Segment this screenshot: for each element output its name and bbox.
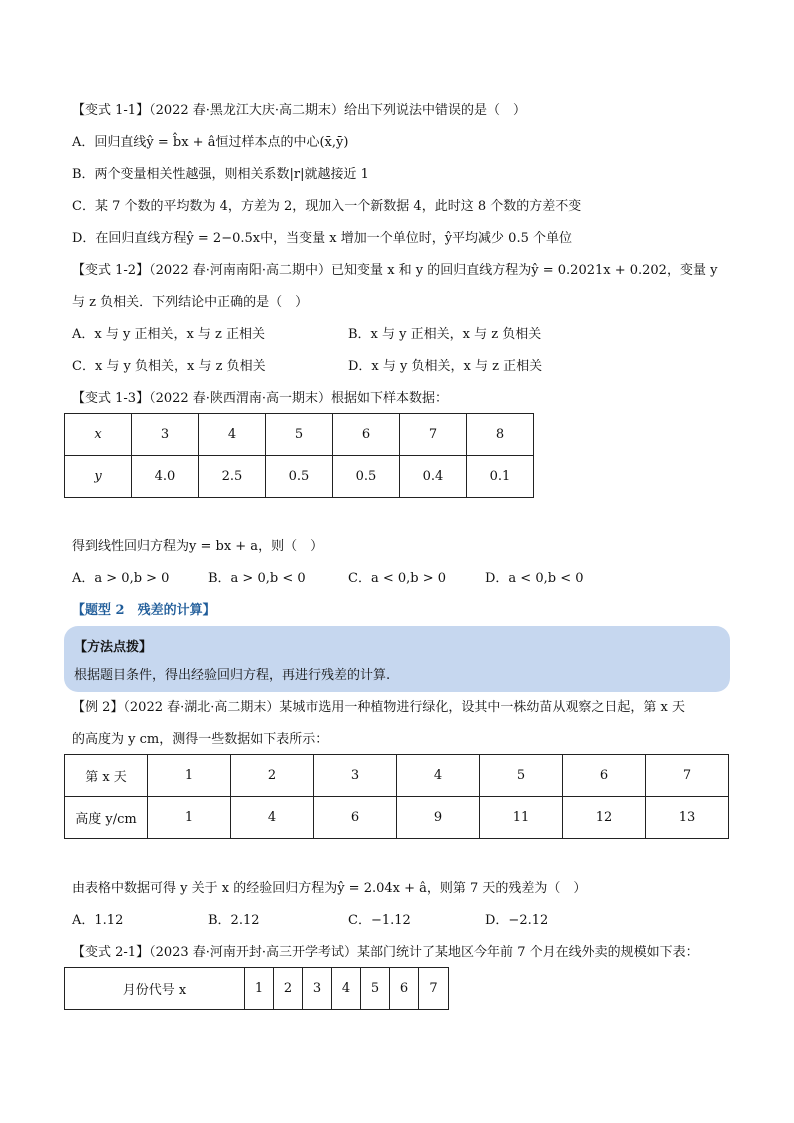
method-tip-box [64, 626, 730, 692]
table-row [65, 456, 534, 498]
table-cell: 12 [563, 797, 646, 839]
question-label: 【例 2】 [72, 700, 124, 715]
option-d: D．x 与 y 负相关，x 与 z 正相关 [348, 359, 543, 374]
tip-body: 根据题目条件，得出经验回归方程，再进行残差的计算. [74, 668, 391, 683]
table-row [65, 968, 449, 1010]
table-cell: 11 [480, 797, 563, 839]
option-b: B．a > 0,b < 0 [208, 571, 306, 586]
table-cell: 13 [646, 797, 729, 839]
question-source: （2023 春·河南开封·高三开学考试）某部门统计了某地区今年前 7 个月在线外卖的规模如下表： [149, 945, 699, 960]
question-source: （2022 春·陕西渭南·高一期末）根据如下样本数据： [149, 391, 449, 406]
question-source: （2022 春·湖北·高二期末）某城市选用一种植物进行绿化，设其中一株幼苗从观察之日起，第 x 天 [123, 700, 685, 715]
tip-title: 【方法点拨】 [74, 640, 153, 655]
table-cell: 7 [419, 968, 449, 1010]
table-cell: 2.5 [199, 456, 266, 498]
option-c: C．−1.12 [348, 913, 411, 928]
question-1-2-line2: 与 z 负相关．下列结论中正确的是（ ） [72, 295, 309, 310]
table-row [65, 797, 729, 839]
table-cell: x [65, 414, 132, 456]
table-cell: 3 [132, 414, 199, 456]
table-cell: 6 [314, 797, 397, 839]
table-cell: 0.5 [333, 456, 400, 498]
table-cell: 0.1 [467, 456, 534, 498]
table-cell: 高度 y/cm [65, 797, 148, 839]
table-cell: 4 [397, 755, 480, 797]
example-2-line2: 的高度为 y cm，测得一些数据如下表所示： [72, 732, 329, 747]
table-cell: 4.0 [132, 456, 199, 498]
table-cell: 3 [303, 968, 332, 1010]
plant-height-table [64, 754, 729, 839]
option-b: B．2.12 [208, 913, 260, 928]
table-row [65, 414, 534, 456]
question-label: 【变式 1-2】 [72, 263, 150, 278]
table-row [65, 755, 729, 797]
table-cell: 5 [361, 968, 390, 1010]
option-c: C．某 7 个数的平均数为 4，方差为 2，现加入一个新数据 4，此时这 8 个数的方差不变 [72, 199, 582, 214]
table-cell: 5 [480, 755, 563, 797]
table-cell: 0.4 [400, 456, 467, 498]
table-cell: 4 [199, 414, 266, 456]
table-cell: 0.5 [266, 456, 333, 498]
table-cell: 4 [231, 797, 314, 839]
option-d: D．a < 0,b < 0 [485, 571, 584, 586]
takeout-scale-table [64, 967, 449, 1010]
option-a: A．1.12 [72, 913, 124, 928]
question-1-3-after: 得到线性回归方程为y = bx + a，则（ ） [72, 539, 324, 554]
table-cell: 4 [332, 968, 361, 1010]
option-a: A．回归直线ŷ = b̂x + â恒过样本点的中心(x̄,ȳ) [72, 135, 349, 150]
table-cell: 6 [390, 968, 419, 1010]
type-2-heading: 【题型 2 残差的计算】 [72, 603, 216, 618]
table-cell: 8 [467, 414, 534, 456]
question-1-2-stem [72, 262, 717, 280]
option-b: B．两个变量相关性越强，则相关系数|r|就越接近 1 [72, 167, 369, 182]
table-cell: 月份代号 x [65, 968, 245, 1010]
example-2-stem [72, 699, 685, 717]
table-cell: 5 [266, 414, 333, 456]
table-cell: 6 [563, 755, 646, 797]
question-label: 【变式 1-3】 [72, 391, 150, 406]
table-cell: 9 [397, 797, 480, 839]
table-cell: 2 [274, 968, 303, 1010]
table-cell: 2 [231, 755, 314, 797]
table-cell: 3 [314, 755, 397, 797]
table-cell: 6 [333, 414, 400, 456]
sample-data-table [64, 413, 534, 498]
table-cell: 1 [148, 755, 231, 797]
question-label: 【变式 2-1】 [72, 945, 150, 960]
question-1-3-stem [72, 390, 448, 408]
table-cell: 1 [148, 797, 231, 839]
question-label: 【变式 1-1】 [72, 103, 150, 118]
table-cell: y [65, 456, 132, 498]
example-2-after: 由表格中数据可得 y 关于 x 的经验回归方程为ŷ = 2.04x + â，则第 7 天的残差为（ ） [72, 881, 587, 896]
option-d: D．−2.12 [485, 913, 549, 928]
table-cell: 1 [245, 968, 274, 1010]
table-cell: 7 [400, 414, 467, 456]
question-source: （2022 春·河南南阳·高二期中）已知变量 x 和 y 的回归直线方程为ŷ = 0.2021x + 0.202，变量 y [149, 263, 718, 278]
table-cell: 7 [646, 755, 729, 797]
option-c: C．x 与 y 负相关，x 与 z 负相关 [72, 359, 266, 374]
option-a: A．x 与 y 正相关，x 与 z 正相关 [72, 327, 266, 342]
option-b: B．x 与 y 正相关，x 与 z 负相关 [348, 327, 542, 342]
question-source: （2022 春·黑龙江大庆·高二期末）给出下列说法中错误的是（ ） [149, 103, 527, 118]
table-cell: 第 x 天 [65, 755, 148, 797]
option-d: D．在回归直线方程ŷ = 2−0.5x中，当变量 x 增加一个单位时，ŷ平均减少 0.5 个单位 [72, 231, 572, 246]
question-1-1-stem [72, 102, 526, 120]
option-c: C．a < 0,b > 0 [348, 571, 447, 586]
option-a: A．a > 0,b > 0 [72, 571, 170, 586]
question-2-1-stem [72, 944, 699, 962]
